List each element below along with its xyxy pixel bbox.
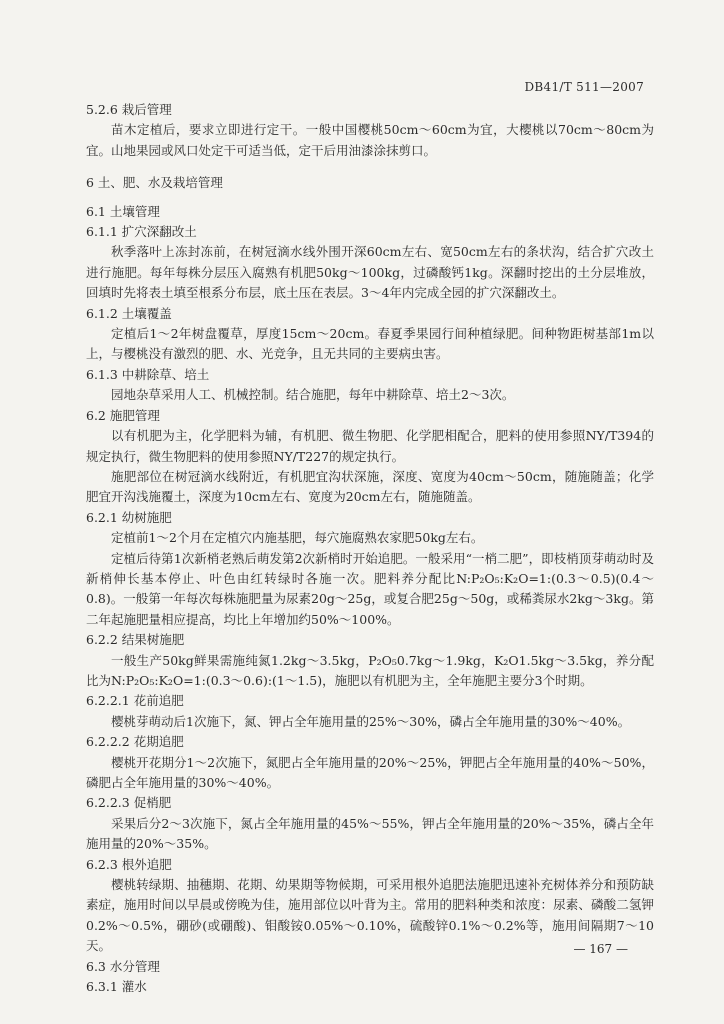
heading-6-2-3: 6.2.3 根外追肥 bbox=[86, 856, 172, 872]
heading-6-2-1: 6.2.1 幼树施肥 bbox=[86, 509, 172, 525]
heading-6-2-2-2: 6.2.2.2 花期追肥 bbox=[86, 734, 184, 750]
paragraph-5-2-6: 苗木定植后，要求立即进行定干。一般中国樱桃50cm～60cm为宜，大樱桃以70cm～80cm为宜。山地果园或风口处定干可适当低，定干后用油漆涂抹剪口。 bbox=[86, 122, 654, 158]
heading-6: 6 土、肥、水及栽培管理 bbox=[86, 175, 223, 191]
paragraph-6-2-b: 施肥部位在树冠滴水线附近，有机肥宜沟状深施，深度、宽度为40cm～50cm，随施随盖；化学肥宜开沟浅施覆土，深度为10cm左右、宽度为20cm左右，随施随盖。 bbox=[86, 468, 654, 505]
heading-6-2: 6.2 施肥管理 bbox=[86, 407, 160, 423]
paragraph-6-2-2-3: 采果后分2～3次施下，氮占全年施用量的45%～55%，钾占全年施用量的20%～35%，磷占全年施用量的20%～35%。 bbox=[86, 815, 654, 852]
heading-6-1-1: 6.1.1 扩穴深翻改土 bbox=[86, 224, 197, 240]
heading-6-1-3: 6.1.3 中耕除草、培土 bbox=[86, 366, 210, 382]
page-number: — 167 — bbox=[573, 942, 628, 956]
document-body bbox=[86, 100, 654, 997]
heading-6-1: 6.1 土壤管理 bbox=[86, 203, 160, 219]
paragraph-6-1-1: 秋季落叶上冻封冻前，在树冠滴水线外围开深60cm左右、宽50cm左右的条状沟，结合扩穴改土进行施肥。每年每株分层压入腐熟有机肥50kg～100kg，过磷酸钙1kg。深翻时挖出的土分层堆放，回填时先将表土填至根系分布层，底土压在表层。3～4年内完成全园的扩穴深翻改土。 bbox=[86, 244, 654, 301]
paragraph-6-2-2-2: 樱桃开花期分1～2次施下，氮肥占全年施用量的20%～25%，钾肥占全年施用量的40%～50%，磷肥占全年施用量的30%～40%。 bbox=[86, 754, 654, 790]
heading-6-3-1: 6.3.1 灌水 bbox=[86, 979, 147, 995]
heading-6-3: 6.3 水分管理 bbox=[86, 958, 160, 974]
heading-6-1-2: 6.1.2 土壤覆盖 bbox=[86, 305, 172, 321]
paragraph-6-2-3: 樱桃转绿期、抽穗期、花期、幼果期等物候期，可采用根外追肥法施肥迅速补充树体养分和预防缺素症，施用时间以早晨或傍晚为佳，施用部位以叶背为主。常用的肥料种类和浓度：尿素、磷酸二氢钾0.2%～0.5%，硼砂(或硼酸)、钼酸铵0.05%～0.10%，硫酸锌0.1%～0.2%等，施用间隔期7～10天。 bbox=[86, 877, 654, 954]
heading-6-2-2-1: 6.2.2.1 花前追肥 bbox=[86, 693, 184, 709]
paragraph-6-2-a: 以有机肥为主，化学肥料为辅，有机肥、微生物肥、化学肥相配合，肥料的使用参照NY/T394的规定执行，微生物肥料的使用参照NY/T227的规定执行。 bbox=[86, 428, 654, 464]
heading-5-2-6: 5.2.6 栽后管理 bbox=[86, 102, 172, 117]
paragraph-6-2-1-b: 定植后待第1次新梢老熟后萌发第2次新梢时开始追肥。一般采用“一梢二肥”，即枝梢顶芽萌动时及新梢伸长基本停止、叶色由红转绿时各施一次。肥料养分配比N:P₂O₅:K₂O=1:(0.3～0.5)(0.4～0.8)。一般第一年每次每株施肥量为尿素20g～25g，或复合肥25g～50g，或稀粪尿水2kg～3kg。第二年起施肥量相应提高，均比上年增加约50%～100%。 bbox=[86, 550, 654, 627]
heading-6-2-2-3: 6.2.2.3 促梢肥 bbox=[86, 795, 172, 811]
paragraph-6-2-2-1: 樱桃芽萌动后1次施下，氮、钾占全年施用量的25%～30%，磷占全年施用量的30%～40%。 bbox=[111, 713, 631, 729]
paragraph-6-1-3: 园地杂草采用人工、机械控制。结合施肥，每年中耕除草、培土2～3次。 bbox=[111, 387, 515, 403]
paragraph-6-2-1-a: 定植前1～2个月在定植穴内施基肥，每穴施腐熟农家肥50kg左右。 bbox=[111, 530, 484, 546]
paragraph-6-1-2: 定植后1～2年树盘覆草，厚度15cm～20cm。春夏季果园行间种植绿肥。间种物距树基部1m以上，与樱桃没有激烈的肥、水、光竞争，且无共同的主要病虫害。 bbox=[86, 326, 654, 362]
heading-6-2-2: 6.2.2 结果树施肥 bbox=[86, 632, 185, 648]
standard-code: DB41/T 511—2007 bbox=[524, 80, 644, 94]
paragraph-6-2-2: 一般生产50kg鲜果需施纯氮1.2kg～3.5kg，P₂O₅0.7kg～1.9kg，K₂O1.5kg～3.5kg，养分配比为N:P₂O₅:K₂O=1:(0.3～0.6):(1～1.5)，施肥以有机肥为主，全年施肥主要分3个时期。 bbox=[86, 652, 654, 688]
